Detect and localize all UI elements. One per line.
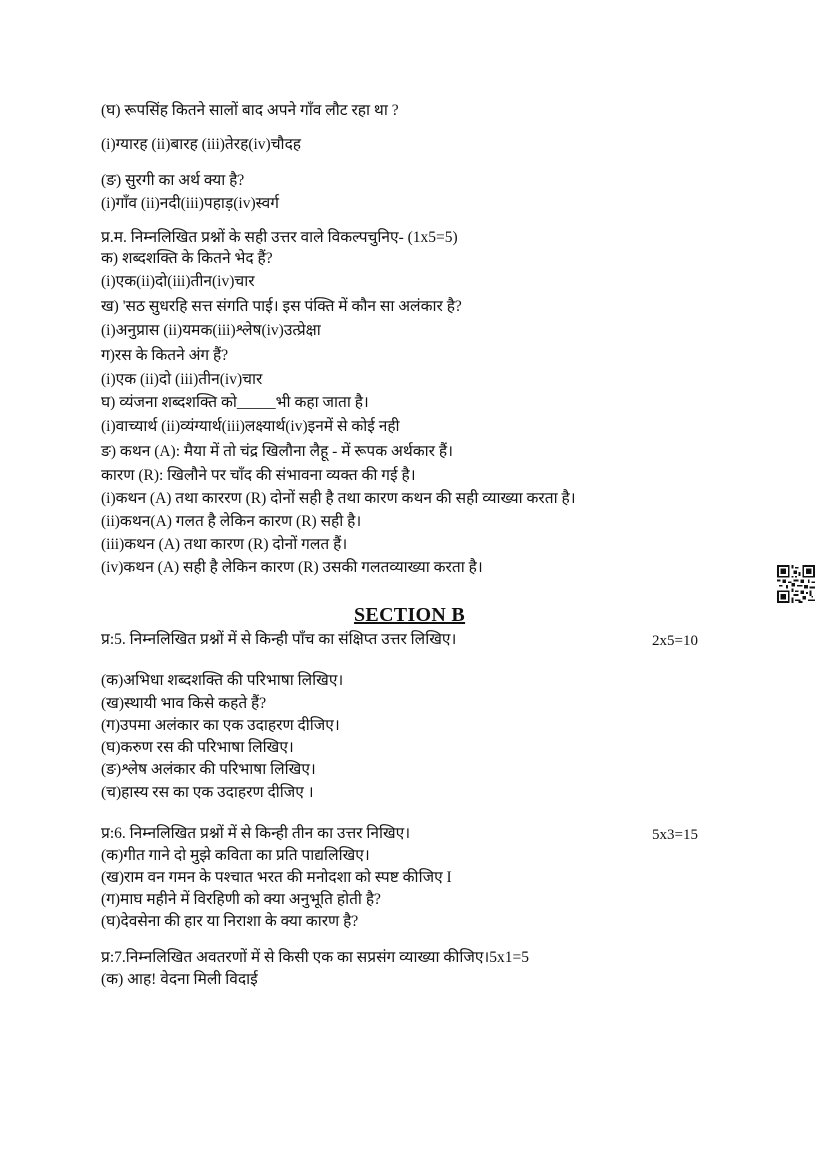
- question-gha-text: (घ) रूपसिंह कितने सालों बाद अपने गाँव लौट रहा था ?: [101, 102, 399, 119]
- mcq-gha-options: (i)वाच्यार्थ (ii)व्यंग्यार्थ(iii)लक्ष्यार्थ(iv)इनमें से कोई नही: [101, 418, 400, 435]
- q7-item-ka: (क) आह! वेदना मिली विदाई: [101, 971, 258, 988]
- question-nga-text: (ङ) सुरगी का अर्थ क्या है?: [101, 172, 245, 189]
- assertion-option-4: (iv)कथन (A) सही है लेकिन कारण (R) उसकी गलतव्याख्या करता है।: [101, 559, 483, 576]
- mcq-ga-text: ग)रस के कितने अंग हैं?: [101, 347, 229, 364]
- assertion-option-3: (iii)कथन (A) तथा कारण (R) दोनों गलत हैं।: [101, 536, 348, 553]
- q6-item-gha: (घ)देवसेना की हार या निराशा के क्या कारण है?: [101, 913, 359, 930]
- question-gha-options: (i)ग्यारह (ii)बारह (iii)तेरह(iv)चौदह: [101, 136, 302, 153]
- q6-item-kha: (ख)राम वन गमन के पश्चात भरत की मनोदशा को स्पष्ट कीजिए I: [101, 869, 452, 886]
- q5-item-cha: (च)हास्य रस का एक उदाहरण दीजिए ।: [101, 784, 314, 801]
- q6-marks: 5x3=15: [652, 827, 698, 843]
- mcq-ka-text: क) शब्दशक्ति के कितने भेद हैं?: [101, 250, 273, 267]
- mcq-kha-text: ख) 'सठ सुधरहि सत्त संगति पाई। इस पंक्ति में कौन सा अलंकार है?: [101, 298, 462, 315]
- q5-item-kha: (ख)स्थायी भाव किसे कहते हैं?: [101, 695, 267, 712]
- mcq-gha-text: घ) व्यंजना शब्दशक्ति को_____भी कहा जाता है।: [101, 394, 369, 411]
- q7-text: प्र:7.निम्नलिखित अवतरणों में से किसी एक का सप्रसंग व्याख्या कीजिए।5x1=5: [101, 949, 530, 966]
- reason-text: कारण (R): खिलौने पर चाँद की संभावना व्यक्त की गई है।: [101, 467, 416, 484]
- q5-item-ka: (क)अभिधा शब्दशक्ति की परिभाषा लिखिए।: [101, 672, 344, 689]
- q6-item-ka: (क)गीत गाने दो मुझे कविता का प्रति पाद्यलिखिए।: [101, 847, 370, 864]
- mcq-instruction: प्र.म. निम्नलिखित प्रश्नों के सही उत्तर वाले विकल्पचुनिए- (1x5=5): [101, 229, 458, 246]
- q5-marks: 2x5=10: [652, 633, 698, 649]
- q6-item-ga: (ग)माघ महीने में विरहिणी को क्या अनुभूति होती है?: [101, 891, 381, 908]
- mcq-ka-options: (i)एक(ii)दो(iii)तीन(iv)चार: [101, 273, 255, 290]
- assertion-option-1: (i)कथन (A) तथा काररण (R) दोनों सही है तथा कारण कथन की सही व्याख्या करता है।: [101, 490, 576, 507]
- mcq-ga-options: (i)एक (ii)दो (iii)तीन(iv)चार: [101, 371, 263, 388]
- qr-code-icon: [777, 565, 815, 603]
- section-b-heading: SECTION B: [354, 604, 466, 626]
- mcq-kha-options: (i)अनुप्रास (ii)यमक(iii)श्लेष(iv)उत्प्रेक्षा: [101, 322, 321, 339]
- q5-text: प्र:5. निम्नलिखित प्रश्नों में से किन्ही पाँच का संक्षिप्त उत्तर लिखिए।: [101, 631, 457, 648]
- q6-text: प्र:6. निम्नलिखित प्रश्नों में से किन्ही तीन का उत्तर निखिए।: [101, 825, 411, 842]
- assertion-option-2: (ii)कथन(A) गलत है लेकिन कारण (R) सही है।: [101, 513, 362, 530]
- question-nga-options: (i)गाँव (ii)नदी(iii)पहाड़(iv)स्वर्ग: [101, 195, 279, 212]
- assertion-text: ङ) कथन (A): मैया में तो चंद्र खिलौना लैहू - में रूपक अर्थकार हैं।: [101, 443, 453, 460]
- q5-item-ga: (ग)उपमा अलंकार का एक उदाहरण दीजिए।: [101, 717, 340, 734]
- q5-item-nga: (ङ)श्लेष अलंकार की परिभाषा लिखिए।: [101, 761, 316, 778]
- q5-item-gha: (घ)करुण रस की परिभाषा लिखिए।: [101, 739, 294, 756]
